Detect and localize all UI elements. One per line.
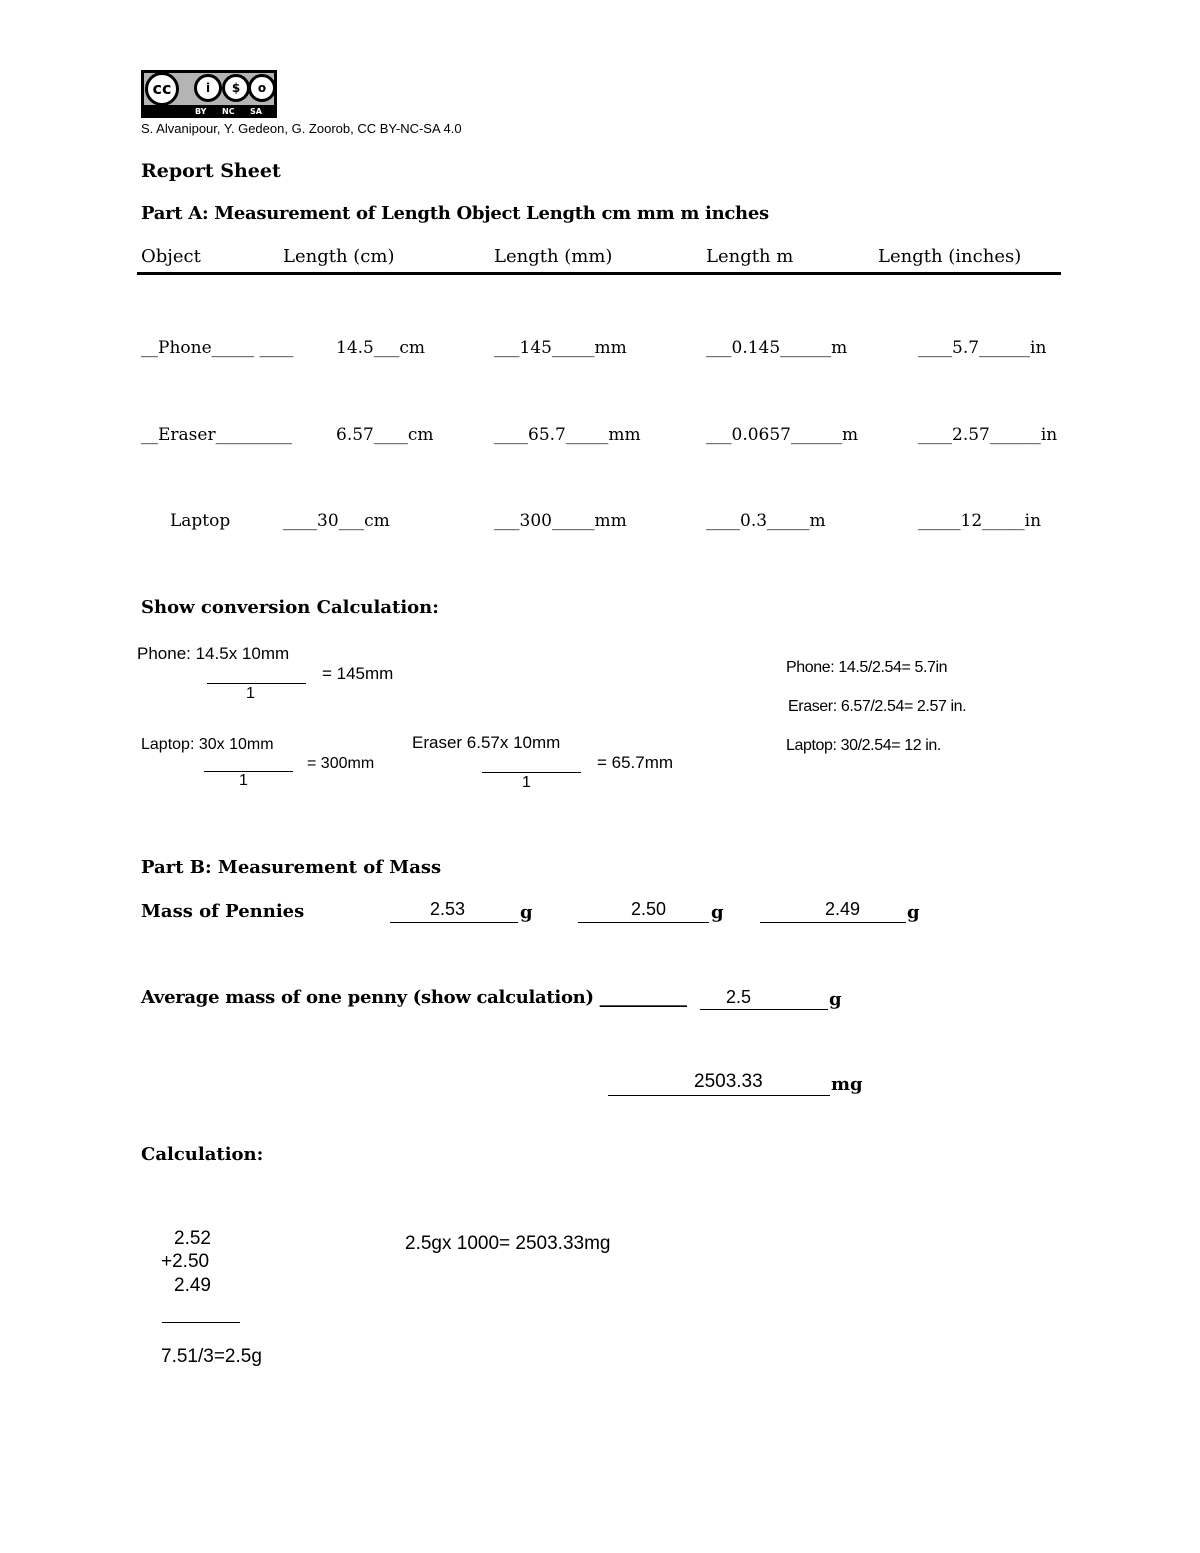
average-mg-unit: mg [831,1074,863,1095]
calc-laptop-denominator: 1 [239,772,248,789]
calc-laptop-numerator: Laptop: 30x 10mm [141,736,274,753]
badge-label-nc: NC [222,107,235,116]
col-mm: Length (mm) [494,246,613,267]
calc-laptop-fraction-line [204,771,293,772]
calc-eraser-numerator: Eraser 6.57x 10mm [412,733,561,752]
row-phone-cm: 14.5___cm [336,338,425,358]
calc-phone-denominator: 1 [246,685,255,702]
calc-phone-result: = 145mm [322,664,394,683]
col-m: Length m [706,246,794,267]
calc-phone-numerator: Phone: 14.5x 10mm [137,644,290,663]
penny-3-unit: g [907,902,920,923]
average-unit: g [829,989,842,1010]
calc-eraser-fraction-line [482,772,581,773]
row-eraser-mm: ____65.7_____mm [494,425,641,445]
average-value: 2.5 [726,987,752,1007]
sum-line-1: 2.52 [174,1228,211,1249]
calc-in-eraser: Eraser: 6.57/2.54= 2.57 in. [788,698,967,715]
sum-rule [162,1322,240,1323]
calculation-heading: Calculation: [141,1144,264,1165]
part-b-heading: Part B: Measurement of Mass [141,857,442,878]
row-laptop-object: Laptop [170,511,231,531]
pennies-label: Mass of Pennies [141,901,305,922]
average-mg-underline [608,1095,830,1096]
row-phone-in: ____5.7______in [918,338,1047,358]
row-laptop-mm: ___300_____mm [494,511,627,531]
penny-1-unit: g [520,902,533,923]
calc-phone-fraction-line [207,683,306,684]
penny-2-unit: g [711,902,724,923]
sum-result: 7.51/3=2.5g [161,1346,262,1367]
col-cm: Length (cm) [283,246,395,267]
part-a-heading: Part A: Measurement of Length Object Length cm mm m inches [141,203,769,224]
calc-laptop-result: = 300mm [307,755,375,772]
nc-icon: $ [222,74,250,102]
penny-2-underline [578,922,709,923]
row-phone-m: ___0.145______m [706,338,848,358]
conversion-heading: Show conversion Calculation: [141,597,439,618]
calc-eraser-result: = 65.7mm [597,753,674,772]
col-object: Object [141,246,201,267]
cc-by-nc-sa-badge-icon [141,70,277,118]
average-label: Average mass of one penny (show calculation) __________ [141,987,687,1008]
row-laptop-in: _____12_____in [918,511,1042,531]
calc-in-laptop: Laptop: 30/2.54= 12 in. [786,737,941,754]
sum-line-2: +2.50 [161,1251,210,1272]
average-mg-value: 2503.33 [694,1071,763,1092]
by-icon: i [194,74,222,102]
row-eraser-cm: 6.57____cm [336,425,434,445]
calc-in-phone: Phone: 14.5/2.54= 5.7in [786,659,948,676]
row-eraser-m: ___0.0657______m [706,425,859,445]
penny-3-value: 2.49 [825,899,861,919]
average-underline [700,1009,828,1010]
header-rule [137,272,1061,275]
page-title: Report Sheet [141,160,281,182]
row-laptop-m: ____0.3_____m [706,511,826,531]
row-phone-mm: ___145_____mm [494,338,627,358]
penny-1-value: 2.53 [430,899,466,919]
cc-icon: cc [145,72,179,106]
row-eraser-in: ____2.57______in [918,425,1058,445]
col-inches: Length (inches) [878,246,1022,267]
mg-calculation: 2.5gx 1000= 2503.33mg [405,1233,611,1254]
badge-label-by: BY [195,107,207,116]
badge-label-sa: SA [250,107,262,116]
attribution: S. Alvanipour, Y. Gedeon, G. Zoorob, CC BY-NC-SA 4.0 [141,121,462,136]
penny-1-underline [390,922,518,923]
row-eraser-object: __Eraser_________ [141,425,293,445]
calc-eraser-denominator: 1 [522,774,531,791]
penny-2-value: 2.50 [631,899,667,919]
row-laptop-cm: ____30___cm [283,511,390,531]
sum-line-3: 2.49 [174,1275,211,1296]
penny-3-underline [760,922,906,923]
sa-icon: o [248,74,276,102]
row-phone-object: __Phone_____ ____ [141,338,294,358]
